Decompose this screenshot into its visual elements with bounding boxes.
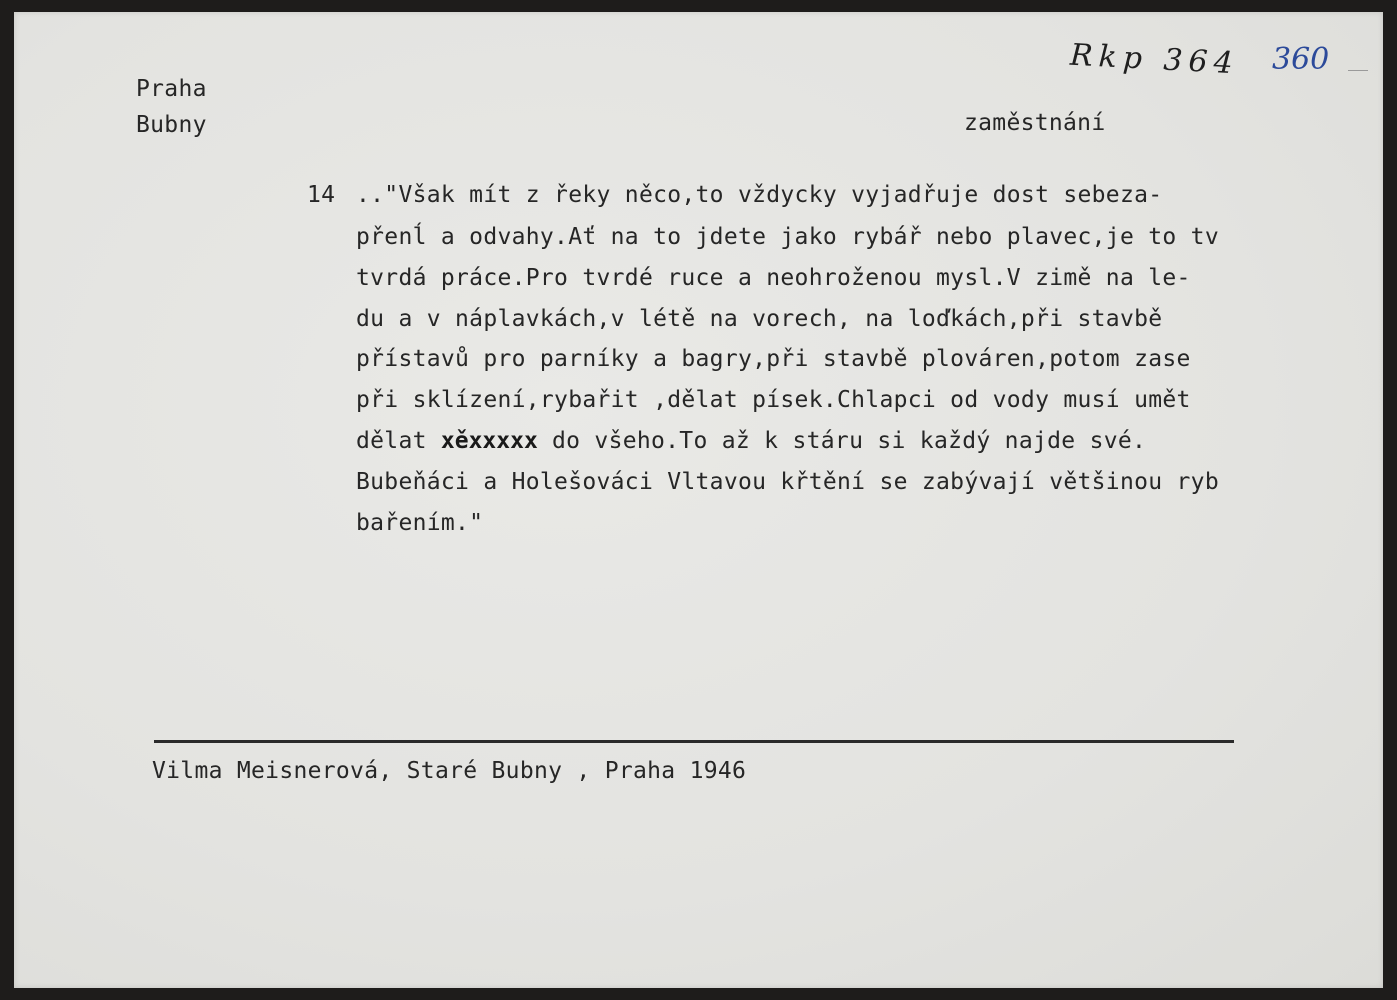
entry-line-9: bařením.": [356, 510, 484, 536]
divider-rule: [154, 740, 1234, 743]
entry-line-1: .."Však mít z řeky něco,to vždycky vyjadřuje dost sebeza-: [356, 182, 1163, 208]
archive-card: [14, 12, 1383, 988]
topic-heading: zaměstnání: [964, 110, 1106, 136]
entry-line-4: du a v náplavkách,v létě na vorech, na loďkách,při stavbě: [356, 306, 1163, 332]
entry-line-3: tvrdá práce.Pro tvrdé ruce a neohroženou mysl.V zimě na le-: [356, 265, 1191, 291]
pencil-mark: [1348, 70, 1368, 71]
struck-out-word: xěxxxxx: [440, 428, 538, 454]
place-line-2: Bubny: [136, 112, 207, 138]
entry-line-7: [356, 428, 1146, 454]
entry-line-8: Bubeňáci a Holešováci Vltavou křtění se zabývají většinou ryb: [356, 469, 1219, 495]
entry-line-2: přenĺ a odvahy.Ať na to jdete jako rybář nebo plavec,je to tv: [356, 224, 1219, 250]
shelfmark: Rkp 364: [1069, 37, 1240, 82]
entry-line-7-start: dělat: [356, 428, 441, 454]
entry-number: 14: [307, 182, 336, 208]
attribution: Vilma Meisnerová, Staré Bubny , Praha 1946: [152, 758, 747, 784]
entry-line-6: při sklízení,rybařit ,dělat písek.Chlapci od vody musí umět: [356, 387, 1191, 413]
entry-line-7-end: do všeho.To až k stáru si každý najde své.: [537, 428, 1147, 454]
page-number: 360: [1272, 42, 1330, 77]
place-line-1: Praha: [136, 76, 207, 102]
entry-line-5: přístavů pro parníky a bagry,při stavbě plováren,potom zase: [356, 346, 1191, 372]
